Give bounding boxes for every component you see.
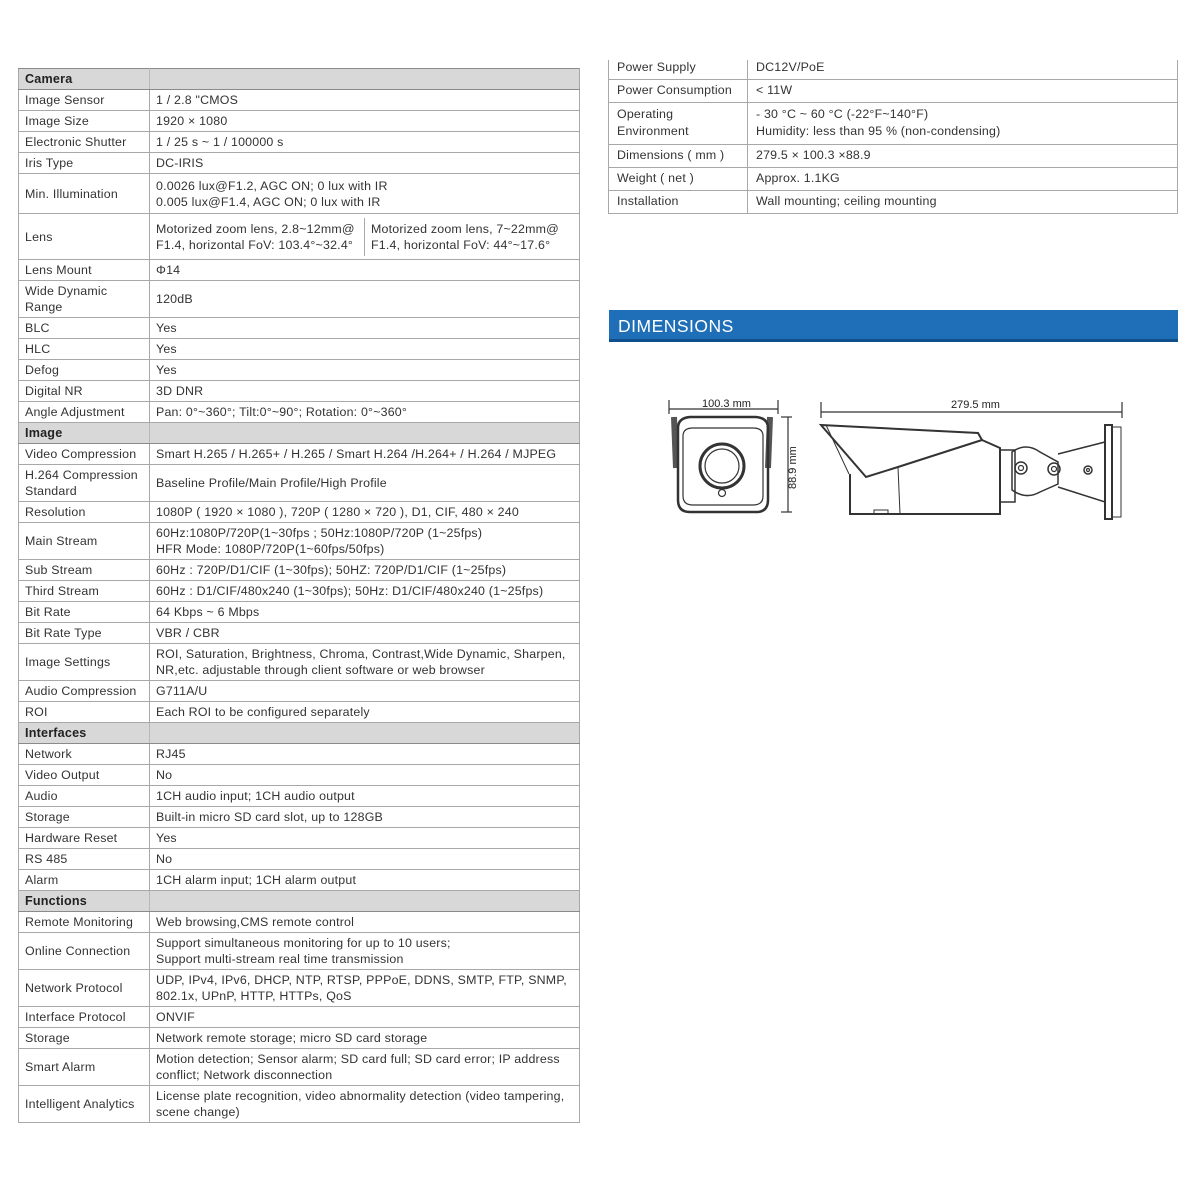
spec-row <box>19 623 580 644</box>
spec-row <box>19 402 580 423</box>
spec-value: 1 / 25 s ~ 1 / 100000 s <box>150 132 580 153</box>
spec-value: Baseline Profile/Main Profile/High Profile <box>150 465 580 502</box>
spec-row <box>19 1007 580 1028</box>
spec-value: 60Hz : D1/CIF/480x240 (1~30fps); 50Hz: D1/CIF/480x240 (1~25fps) <box>150 581 580 602</box>
spec-row-lens <box>19 214 580 260</box>
spec-label: Third Stream <box>19 581 150 602</box>
spec-value: ROI, Saturation, Brightness, Chroma, Contrast,Wide Dynamic, Sharpen, NR,etc. adjustable through client software or web browser <box>150 644 580 681</box>
lens-option-b: Motorized zoom lens, 7~22mm@ F1.4, horizontal FoV: 44°~17.6° <box>364 218 579 256</box>
spec-row <box>19 281 580 318</box>
spec-value: DC-IRIS <box>150 153 580 174</box>
spec-label: Resolution <box>19 502 150 523</box>
spec-value: Smart H.265 / H.265+ / H.265 / Smart H.264 /H.264+ / H.264 / MJPEG <box>150 444 580 465</box>
section-fill <box>150 423 580 444</box>
spec-row <box>19 260 580 281</box>
section-interfaces <box>19 723 580 744</box>
spec-label: Image Size <box>19 111 150 132</box>
spec-value: 1 / 2.8 "CMOS <box>150 90 580 111</box>
spec-row <box>19 174 580 214</box>
spec-label: Wide Dynamic Range <box>19 281 150 318</box>
spec-row <box>19 132 580 153</box>
spec-value: ONVIF <box>150 1007 580 1028</box>
spec-label: Angle Adjustment <box>19 402 150 423</box>
spec-value: Wall mounting; ceiling mounting <box>748 190 1178 213</box>
lens-option-a: Motorized zoom lens, 2.8~12mm@ F1.4, horizontal FoV: 103.4°~32.4° <box>156 221 355 252</box>
spec-value: Yes <box>150 828 580 849</box>
spec-value: Approx. 1.1KG <box>748 167 1178 190</box>
section-image <box>19 423 580 444</box>
spec-label: Lens <box>19 214 150 260</box>
spec-value: G711A/U <box>150 681 580 702</box>
spec-label: Network Protocol <box>19 970 150 1007</box>
spec-row <box>19 807 580 828</box>
spec-row <box>19 1086 580 1123</box>
height-label: 88.9 mm <box>787 446 799 489</box>
spec-value: 1CH audio input; 1CH audio output <box>150 786 580 807</box>
spec-row <box>19 933 580 970</box>
spec-label: Audio <box>19 786 150 807</box>
spec-row <box>609 102 1178 144</box>
section-title: Image <box>19 423 150 444</box>
spec-row <box>19 702 580 723</box>
section-functions <box>19 891 580 912</box>
section-title: Functions <box>19 891 150 912</box>
spec-value: 1080P ( 1920 × 1080 ), 720P ( 1280 × 720 ), D1, CIF, 480 × 240 <box>150 502 580 523</box>
dimensions-banner <box>609 310 1178 342</box>
spec-label: Power Supply <box>609 60 748 79</box>
spec-row <box>19 339 580 360</box>
section-fill <box>150 723 580 744</box>
spec-row <box>19 786 580 807</box>
spec-row <box>19 360 580 381</box>
spec-value: Web browsing,CMS remote control <box>150 912 580 933</box>
spec-label: RS 485 <box>19 849 150 870</box>
spec-label: Weight ( net ) <box>609 167 748 190</box>
spec-row <box>19 581 580 602</box>
spec-label: Bit Rate <box>19 602 150 623</box>
section-fill <box>150 891 580 912</box>
spec-row <box>19 912 580 933</box>
spec-value: Motion detection; Sensor alarm; SD card full; SD card error; IP address conflict; Network disconnection <box>150 1049 580 1086</box>
front-view <box>669 400 792 512</box>
spec-label: ROI <box>19 702 150 723</box>
spec-label: Video Output <box>19 765 150 786</box>
spec-row <box>19 765 580 786</box>
side-view <box>821 402 1122 519</box>
spec-row <box>19 465 580 502</box>
section-fill <box>150 69 580 90</box>
spec-row <box>609 190 1178 213</box>
spec-label: Storage <box>19 1028 150 1049</box>
spec-label: Lens Mount <box>19 260 150 281</box>
spec-row <box>19 828 580 849</box>
spec-value: Yes <box>150 318 580 339</box>
spec-value: DC12V/PoE <box>748 60 1178 79</box>
spec-value: Built-in micro SD card slot, up to 128GB <box>150 807 580 828</box>
spec-row <box>19 870 580 891</box>
spec-label: Online Connection <box>19 933 150 970</box>
spec-label: BLC <box>19 318 150 339</box>
spec-value: Pan: 0°~360°; Tilt:0°~90°; Rotation: 0°~360° <box>150 402 580 423</box>
spec-value: VBR / CBR <box>150 623 580 644</box>
spec-value: 0.0026 lux@F1.2, AGC ON; 0 lux with IR 0.005 lux@F1.4, AGC ON; 0 lux with IR <box>150 174 580 214</box>
spec-label: Alarm <box>19 870 150 891</box>
spec-row <box>19 849 580 870</box>
spec-value: Yes <box>150 339 580 360</box>
spec-label: Digital NR <box>19 381 150 402</box>
spec-label: Intelligent Analytics <box>19 1086 150 1123</box>
spec-row <box>609 79 1178 102</box>
spec-value: 1920 × 1080 <box>150 111 580 132</box>
section-title: Interfaces <box>19 723 150 744</box>
section-camera <box>19 69 580 90</box>
spec-label: Remote Monitoring <box>19 912 150 933</box>
spec-value: License plate recognition, video abnormality detection (video tampering, scene change) <box>150 1086 580 1123</box>
spec-label: Electronic Shutter <box>19 132 150 153</box>
width-label: 100.3 mm <box>702 398 751 410</box>
spec-row <box>609 144 1178 167</box>
section-title: Camera <box>19 69 150 90</box>
spec-table-right <box>608 60 1178 218</box>
spec-row <box>19 153 580 174</box>
spec-row <box>19 502 580 523</box>
spec-value: Network remote storage; micro SD card storage <box>150 1028 580 1049</box>
spec-row <box>19 681 580 702</box>
spec-label: Min. Illumination <box>19 174 150 214</box>
spec-value: 3D DNR <box>150 381 580 402</box>
spec-label: HLC <box>19 339 150 360</box>
dimensions-title: DIMENSIONS <box>618 316 734 336</box>
spec-row <box>19 602 580 623</box>
spec-row <box>19 970 580 1007</box>
spec-row <box>19 1049 580 1086</box>
spec-row <box>609 167 1178 190</box>
spec-row <box>19 318 580 339</box>
spec-table-left <box>18 68 580 1134</box>
spec-value: - 30 °C ~ 60 °C (-22°F~140°F) Humidity: less than 95 % (non-condensing) <box>748 102 1178 144</box>
spec-label: Hardware Reset <box>19 828 150 849</box>
spec-label: Network <box>19 744 150 765</box>
spec-value: 60Hz:1080P/720P(1~30fps ; 50Hz:1080P/720P (1~25fps) HFR Mode: 1080P/720P(1~60fps/50fps) <box>150 523 580 560</box>
spec-value: 279.5 × 100.3 ×88.9 <box>748 144 1178 167</box>
spec-label: Video Compression <box>19 444 150 465</box>
spec-row <box>19 560 580 581</box>
spec-label: Image Settings <box>19 644 150 681</box>
spec-label: Main Stream <box>19 523 150 560</box>
spec-row <box>19 744 580 765</box>
camera-drawing-svg <box>660 392 1130 527</box>
spec-label: Iris Type <box>19 153 150 174</box>
spec-value: < 11W <box>748 79 1178 102</box>
spec-value: 64 Kbps ~ 6 Mbps <box>150 602 580 623</box>
spec-label: Defog <box>19 360 150 381</box>
spec-row <box>19 444 580 465</box>
spec-value: No <box>150 765 580 786</box>
spec-row <box>19 1028 580 1049</box>
spec-label: Smart Alarm <box>19 1049 150 1086</box>
spec-label: Storage <box>19 807 150 828</box>
spec-row <box>19 644 580 681</box>
spec-label: Operating Environment <box>609 102 748 144</box>
spec-row <box>19 90 580 111</box>
lens-options <box>150 214 580 260</box>
spec-row <box>19 381 580 402</box>
spec-label: Audio Compression <box>19 681 150 702</box>
spec-value: 60Hz : 720P/D1/CIF (1~30fps); 50HZ: 720P/D1/CIF (1~25fps) <box>150 560 580 581</box>
spec-label: Image Sensor <box>19 90 150 111</box>
spec-value: Yes <box>150 360 580 381</box>
spec-row <box>19 111 580 132</box>
spec-label: Interface Protocol <box>19 1007 150 1028</box>
spec-label: H.264 Compression Standard <box>19 465 150 502</box>
spec-label: Sub Stream <box>19 560 150 581</box>
spec-label: Dimensions ( mm ) <box>609 144 748 167</box>
general-spec-table <box>608 60 1178 214</box>
spec-label: Power Consumption <box>609 79 748 102</box>
spec-row <box>609 60 1178 79</box>
spec-value: Each ROI to be configured separately <box>150 702 580 723</box>
spec-label: Installation <box>609 190 748 213</box>
spec-value: 120dB <box>150 281 580 318</box>
spec-value: RJ45 <box>150 744 580 765</box>
spec-table <box>18 68 580 1123</box>
spec-value: No <box>150 849 580 870</box>
spec-value: UDP, IPv4, IPv6, DHCP, NTP, RTSP, PPPoE, DDNS, SMTP, FTP, SNMP, 802.1x, UPnP, HTTP, HTTPs, QoS <box>150 970 580 1007</box>
dimension-drawing <box>660 392 1130 527</box>
length-label: 279.5 mm <box>951 399 1000 411</box>
spec-value: Φ14 <box>150 260 580 281</box>
spec-value: 1CH alarm input; 1CH alarm output <box>150 870 580 891</box>
spec-label: Bit Rate Type <box>19 623 150 644</box>
spec-row <box>19 523 580 560</box>
spec-value: Support simultaneous monitoring for up to 10 users; Support multi-stream real time transmission <box>150 933 580 970</box>
